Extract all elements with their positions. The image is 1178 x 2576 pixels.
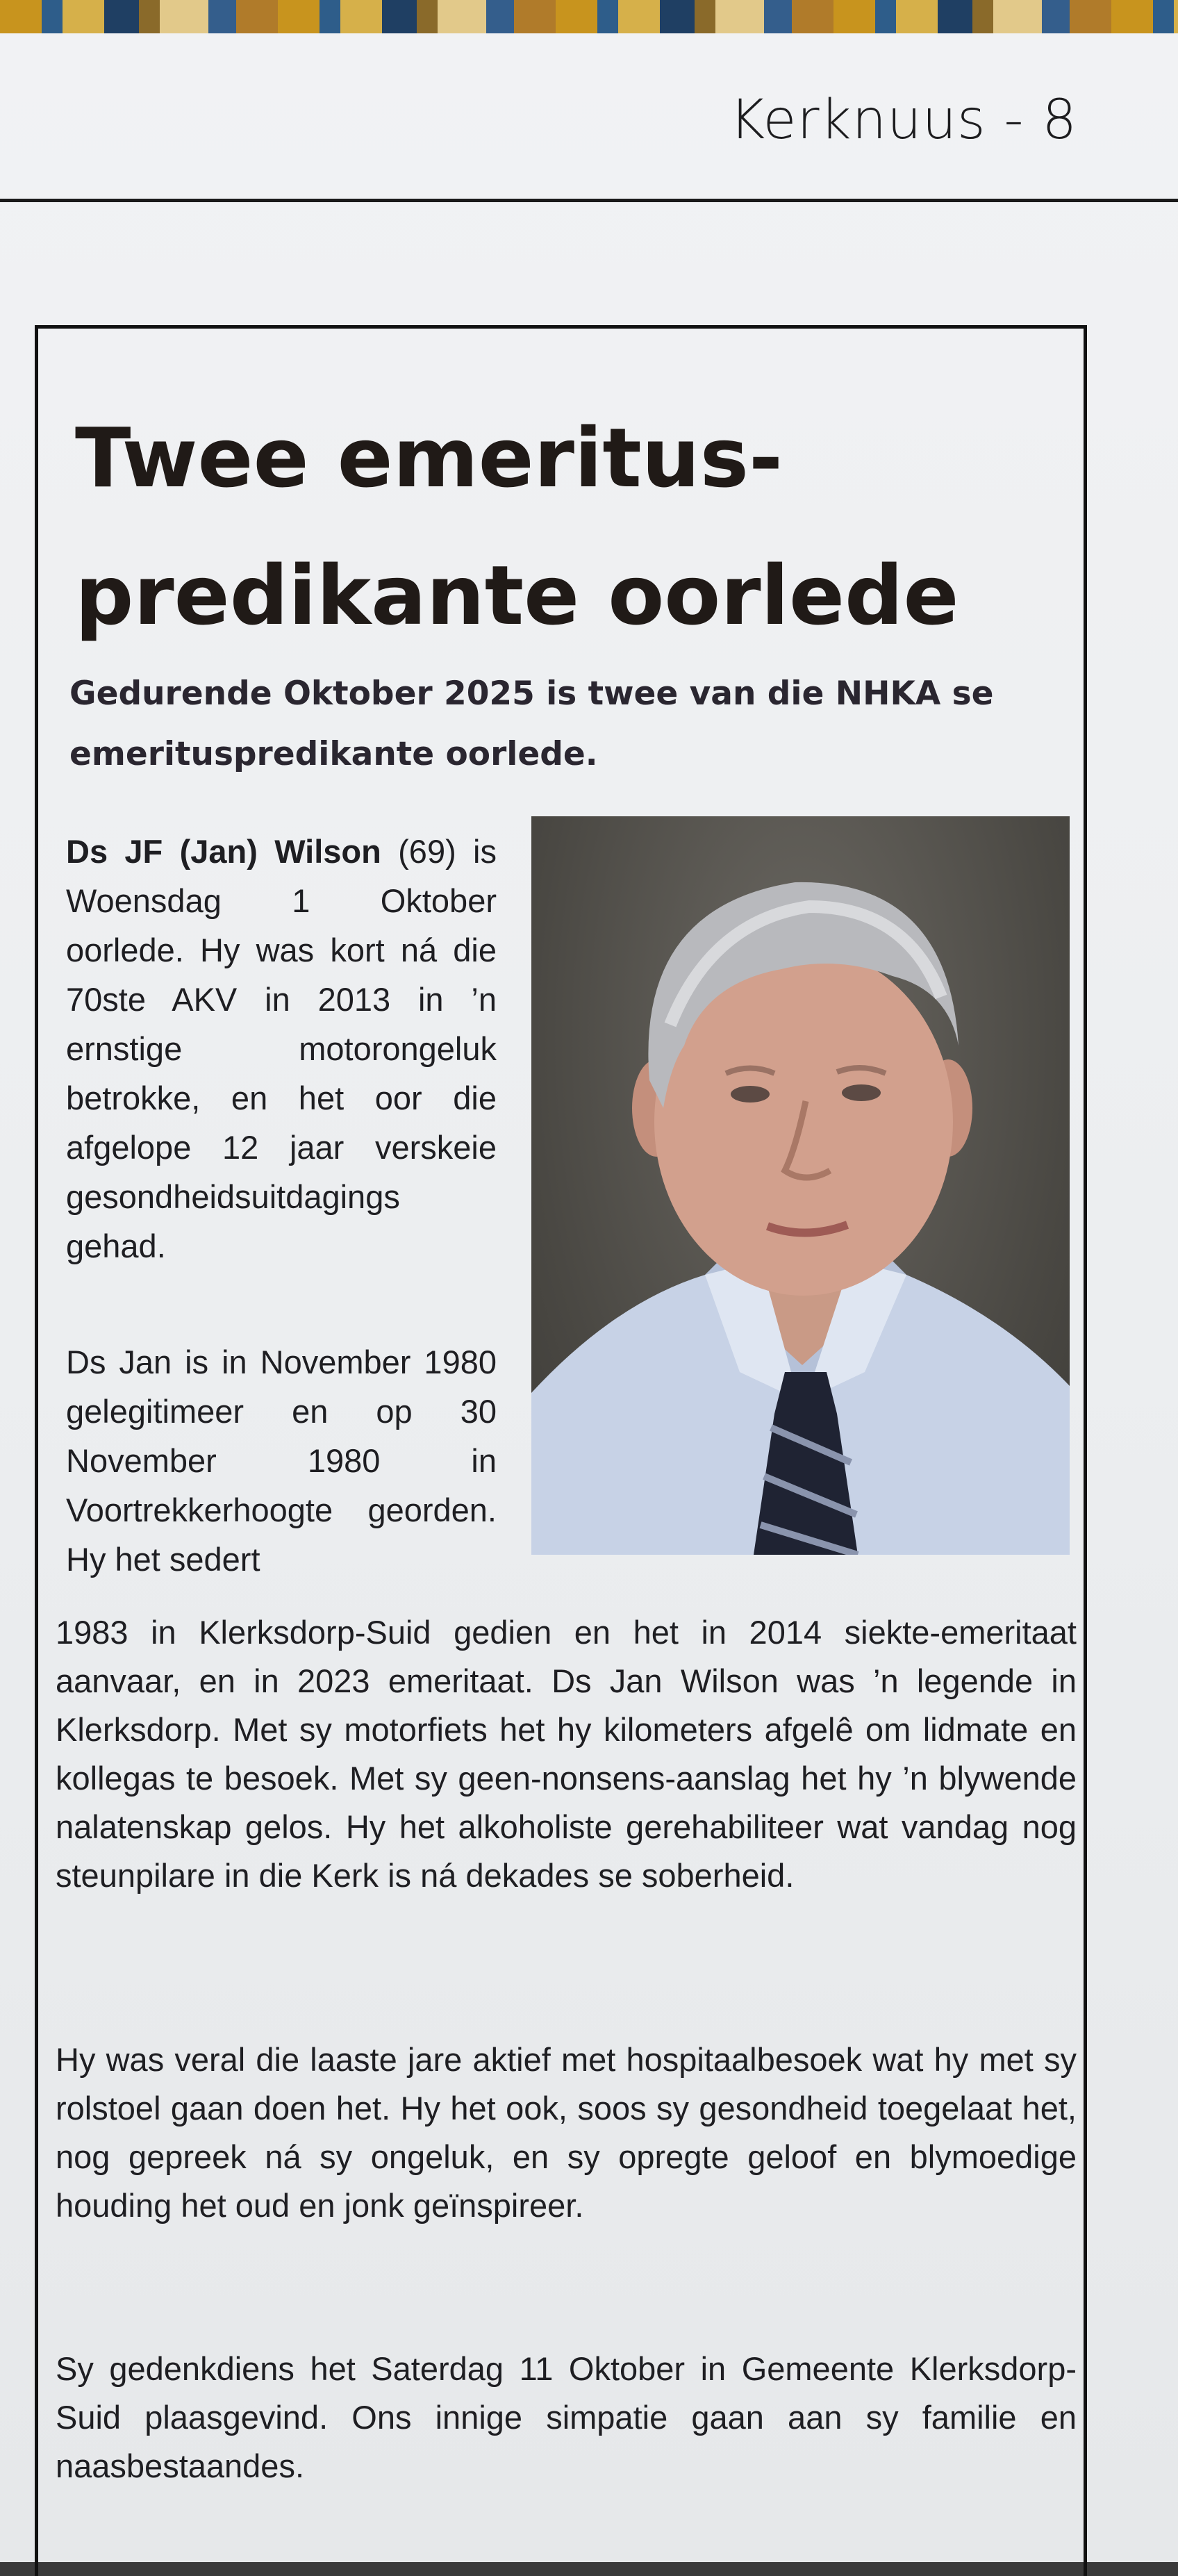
paragraph-1 [66, 827, 497, 1271]
paragraph-4: Sy gedenkdiens het Saterdag 11 Oktober in Gemeente Klerksdorp-Suid plaasgevind. Ons innige simpatie gaan aan sy familie en naasbestaandes. [56, 2350, 1077, 2484]
paragraph-1-text: (69) is Woensdag 1 Oktober oorlede. Hy was kort ná die 70ste AKV in 2013 in ’n ernstige motorongeluk betrokke, en het oor die afgelope 12 jaar verskeie gesondheidsuitdagings gehad. [66, 833, 497, 1264]
article-lede: Gedurende Oktober 2025 is twee van die NHKA se emerituspredikante oorlede. [69, 675, 994, 773]
paragraph-2-column: Ds Jan is in November 1980 gelegitimeer en op 30 November 1980 in Voortrekkerhoogte georden. Hy het sedert [66, 1344, 497, 1578]
header-divider [0, 199, 1178, 202]
person-name: Ds JF (Jan) Wilson [66, 833, 381, 870]
page-section-label: Kerknuus - 8 [729, 89, 1077, 151]
portrait-photo [531, 816, 1070, 1555]
headline-line-1: Twee emeritus- [75, 410, 783, 506]
paragraph-2-continued: 1983 in Klerksdorp-Suid gedien en het in 2014 siekte-emeritaat aanvaar, en in 2023 emeritaat. Ds Jan Wilson was ’n legende in Klerksdorp. Met sy motorfiets het hy kilometers afgelê om lidmate en kollegas te besoek. Met sy geen-nonsens-aanslag het hy ’n blywende nalatenskap gelos. Hy het alkoholiste gerehabiliteer wat vandag nog steunpilare in die Kerk is ná dekades se soberheid. [56, 1614, 1077, 1894]
headline-line-2: predikante oorlede [75, 547, 959, 643]
article-headline [75, 389, 1075, 664]
portrait-illustration [531, 816, 1070, 1555]
paragraph-3: Hy was veral die laaste jare aktief met hospitaalbesoek wat hy met sy rolstoel gaan doen het. Hy het ook, soos sy gesondheid toegelaat het, nog gepreek ná sy ongeluk, en sy opregte geloof en blymoedige houding het oud en jonk geïnspireer. [56, 2041, 1077, 2224]
